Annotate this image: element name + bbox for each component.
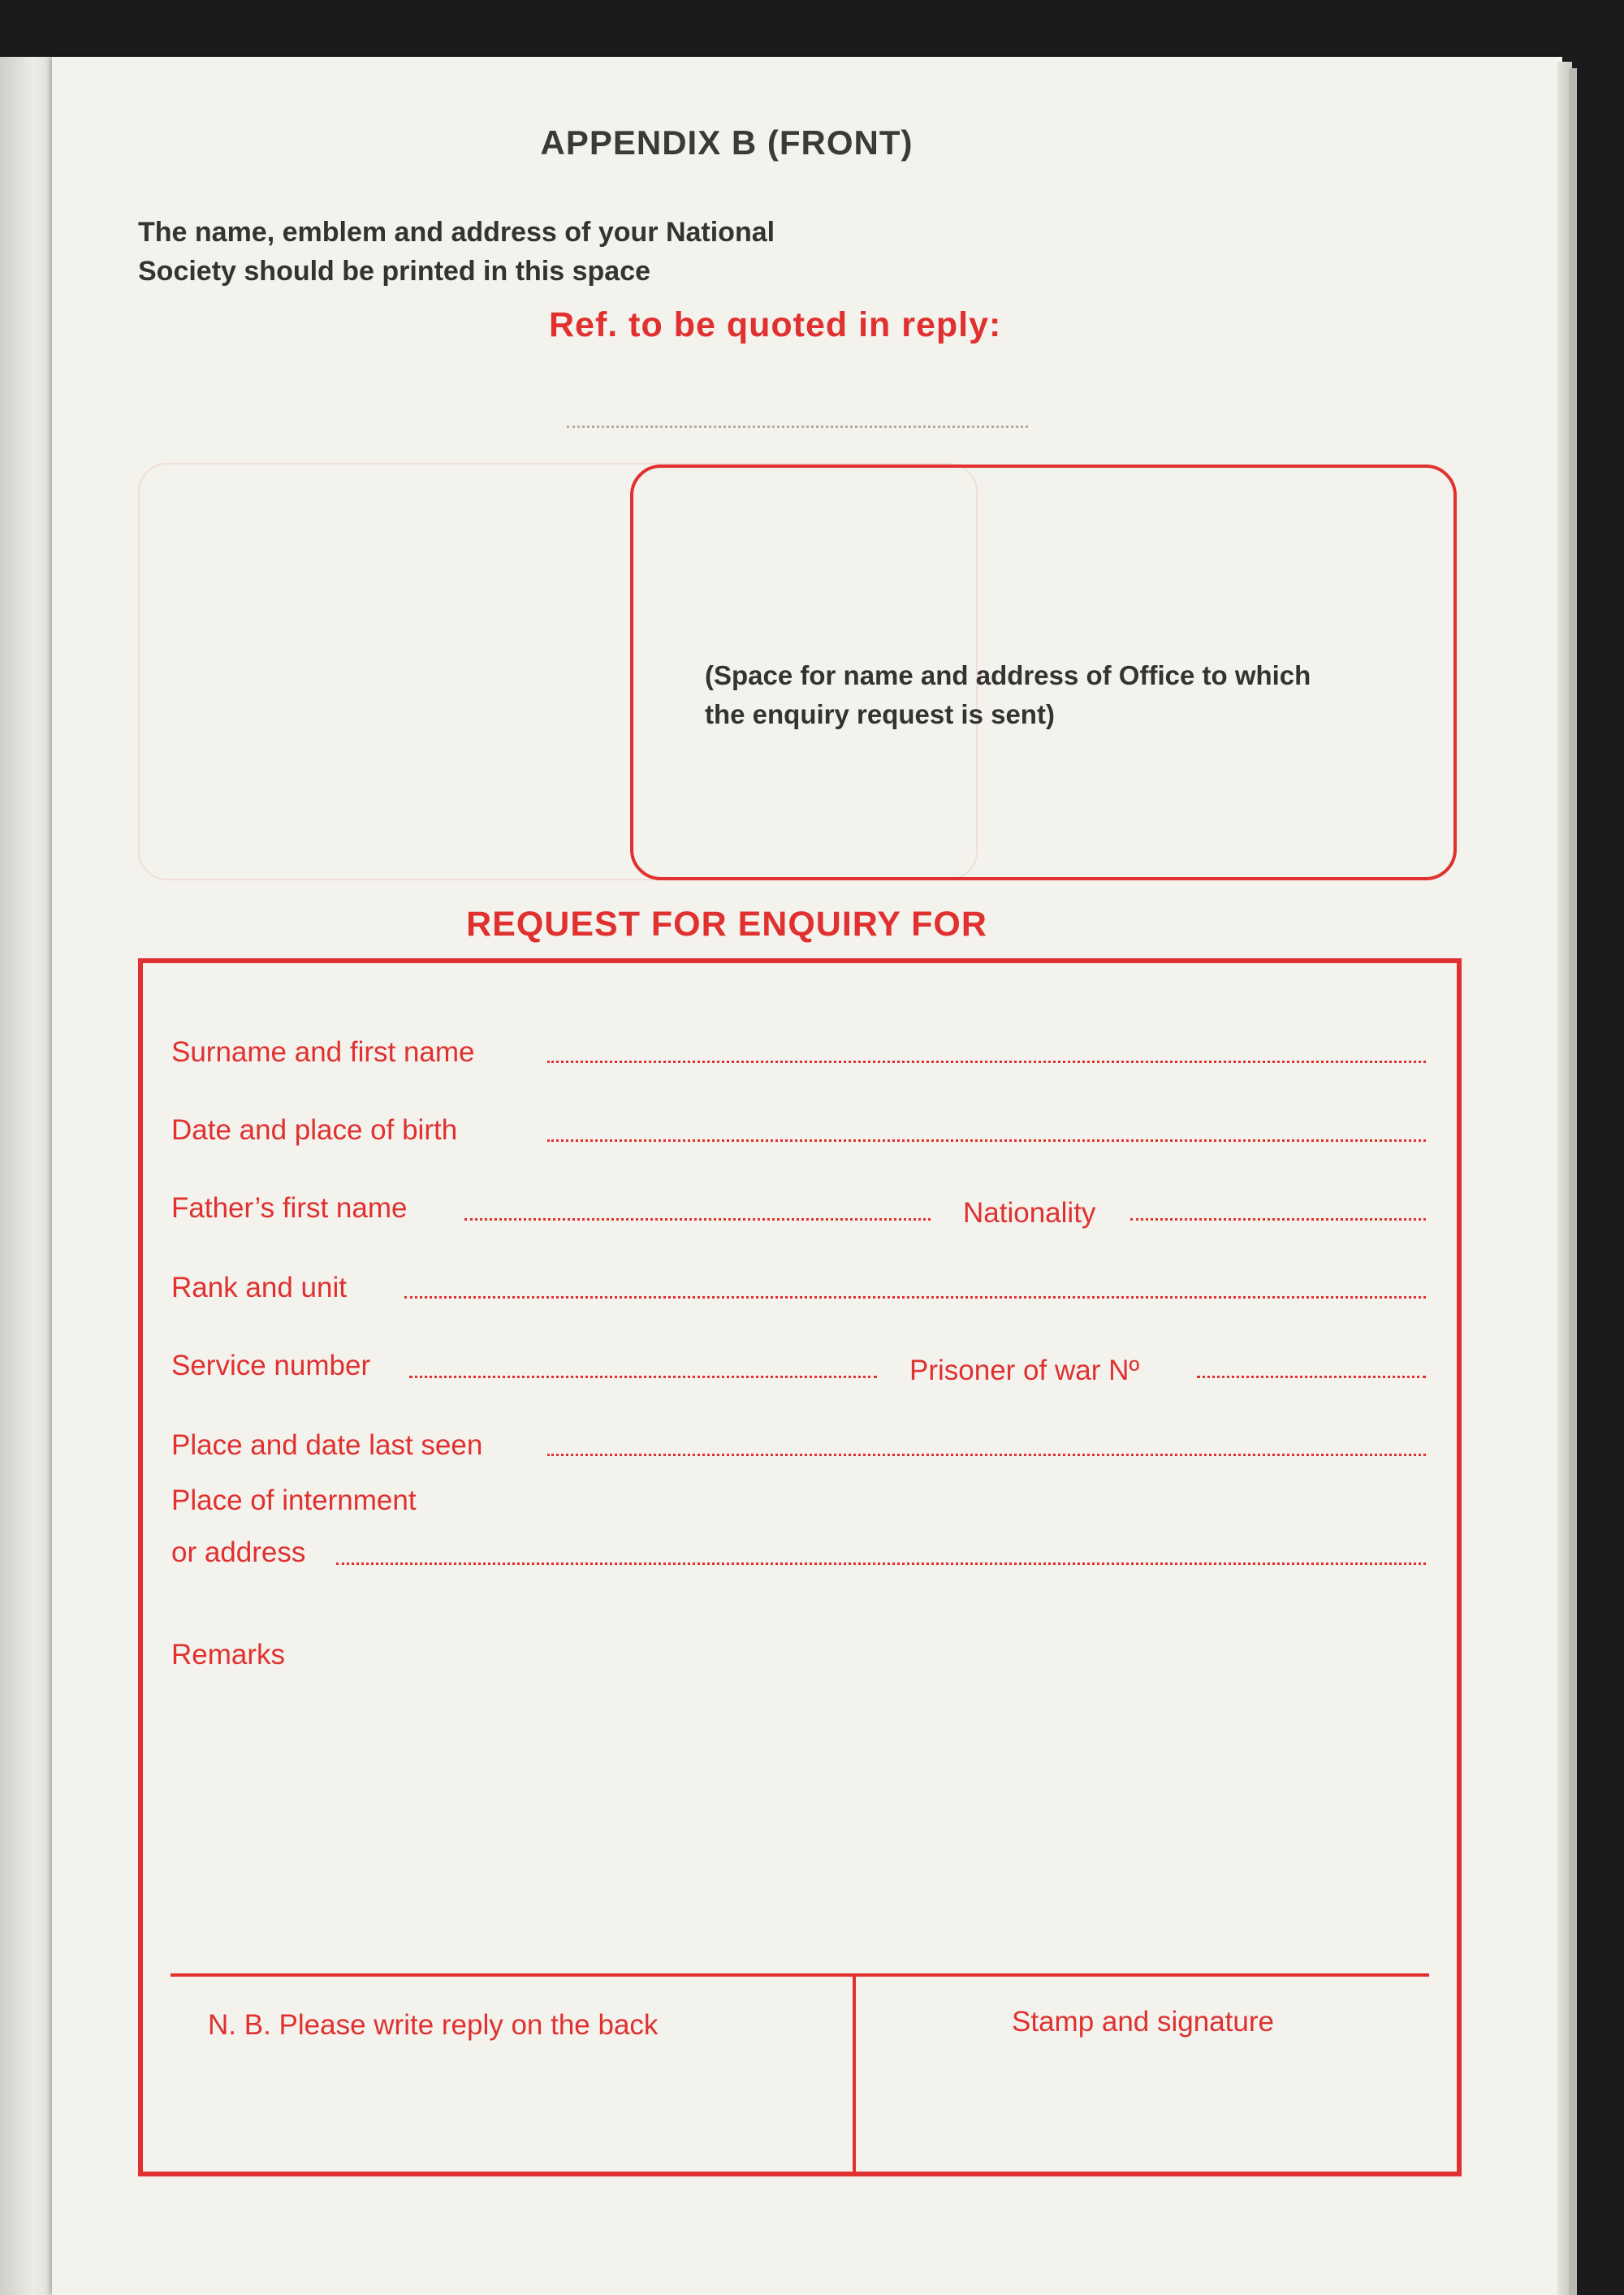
last-seen-field[interactable] bbox=[547, 1454, 1426, 1456]
office-hint-line-1: (Space for name and address of Office to which bbox=[705, 660, 1311, 690]
office-hint-line-2: the enquiry request is sent) bbox=[705, 699, 1055, 729]
stamp-signature-area[interactable] bbox=[857, 1978, 1457, 2172]
surname-field[interactable] bbox=[547, 1061, 1426, 1063]
father-name-field[interactable] bbox=[464, 1218, 931, 1221]
footer-column-divider bbox=[853, 1975, 856, 2176]
rank-field[interactable] bbox=[404, 1296, 1426, 1299]
father-name-label: Father’s first name bbox=[171, 1192, 408, 1224]
stamp-signature-label: Stamp and signature bbox=[1012, 2006, 1274, 2038]
reply-note: N. B. Please write reply on the back bbox=[208, 2009, 659, 2041]
remarks-label: Remarks bbox=[171, 1639, 286, 1670]
nationality-field[interactable] bbox=[1130, 1218, 1426, 1221]
remarks-area[interactable] bbox=[171, 1681, 1429, 1957]
society-note bbox=[138, 213, 775, 291]
birth-field[interactable] bbox=[547, 1139, 1426, 1142]
reference-label: Ref. to be quoted in reply: bbox=[549, 305, 1002, 344]
birth-label: Date and place of birth bbox=[171, 1114, 458, 1146]
society-note-line-2: Society should be printed in this space bbox=[138, 256, 651, 287]
footer-divider bbox=[171, 1973, 1429, 1977]
nationality-label: Nationality bbox=[963, 1197, 1096, 1229]
office-address-hint bbox=[705, 656, 1311, 734]
internment-label-line-2: or address bbox=[171, 1536, 306, 1568]
rank-label: Rank and unit bbox=[171, 1272, 347, 1303]
society-note-line-1: The name, emblem and address of your National bbox=[138, 217, 775, 248]
internment-field[interactable] bbox=[336, 1562, 1426, 1565]
last-seen-label: Place and date last seen bbox=[171, 1429, 483, 1461]
reference-input-line[interactable] bbox=[567, 426, 1028, 428]
pow-number-label: Prisoner of war Nº bbox=[909, 1355, 1140, 1386]
service-number-field[interactable] bbox=[409, 1376, 877, 1378]
previous-page-edge bbox=[0, 57, 55, 2295]
page-stack-edge-inner bbox=[1569, 68, 1577, 2295]
pow-number-field[interactable] bbox=[1197, 1376, 1426, 1378]
service-number-label: Service number bbox=[171, 1350, 371, 1381]
appendix-title: APPENDIX B (FRONT) bbox=[540, 123, 914, 162]
enquiry-title: REQUEST FOR ENQUIRY FOR bbox=[466, 905, 987, 944]
internment-label-line-1: Place of internment bbox=[171, 1485, 417, 1516]
surname-label: Surname and first name bbox=[171, 1036, 475, 1068]
